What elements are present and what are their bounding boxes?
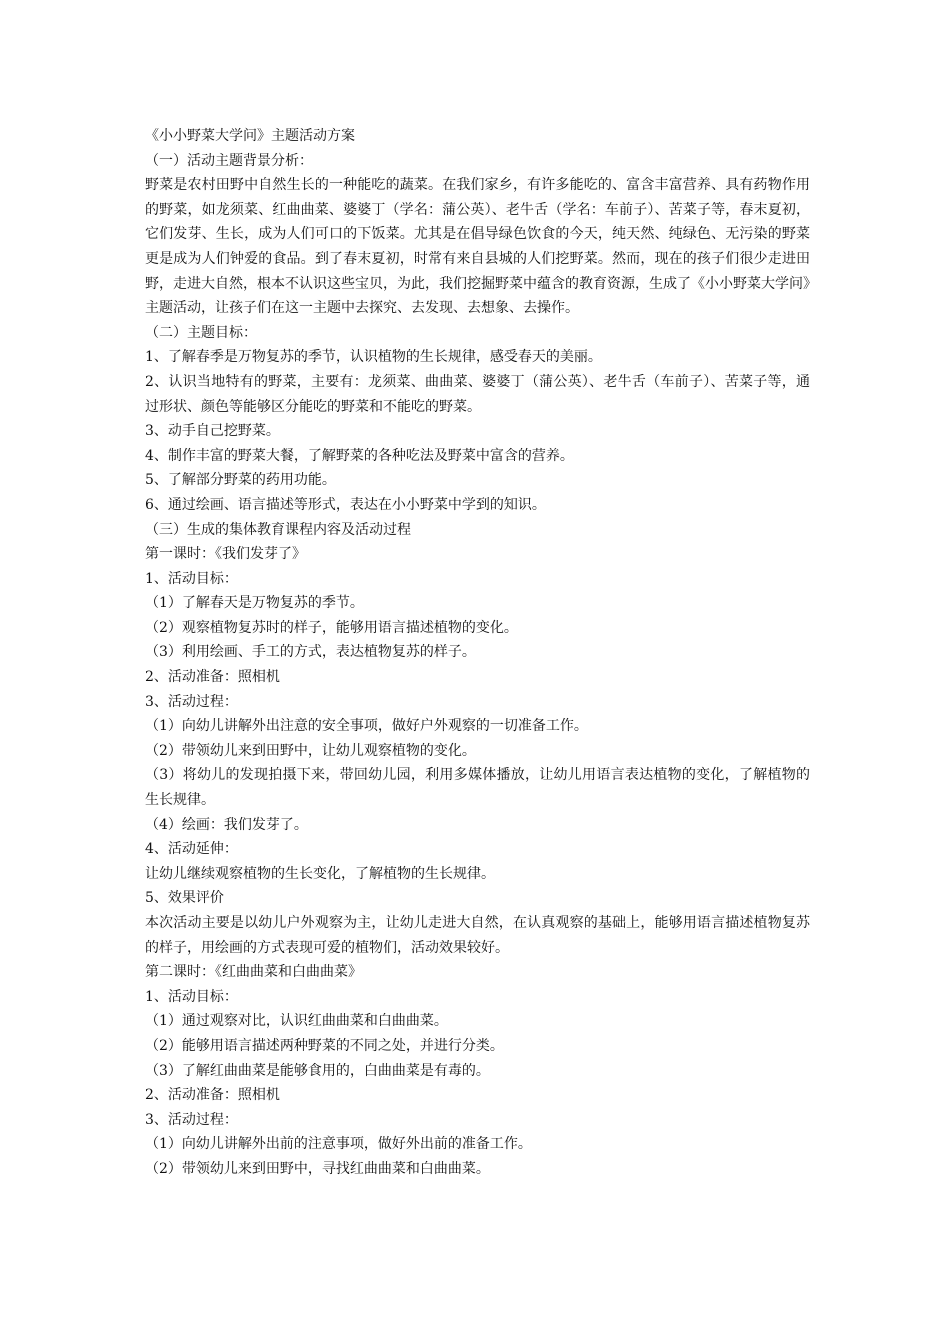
list-item: （3）将幼儿的发现拍摄下来，带回幼儿园，利用多媒体播放，让幼儿用语言表达植物的变化，了解植物的生长规律。 [145, 767, 810, 809]
list-item: 3、活动过程： [145, 1111, 238, 1128]
goal-item: 5、了解部分野菜的药用功能。 [145, 472, 336, 489]
list-item: 1、活动目标： [145, 570, 238, 587]
list-item: 2、活动准备：照相机 [145, 1087, 280, 1104]
list-item: （4）绘画：我们发芽了。 [145, 816, 308, 833]
list-item: （1）了解春天是万物复苏的季节。 [145, 595, 364, 612]
list-item: 2、活动准备：照相机 [145, 669, 280, 686]
goal-item: 3、动手自己挖野菜。 [145, 423, 280, 440]
evaluation-paragraph: 本次活动主要是以幼儿户外观察为主，让幼儿走进大自然，在认真观察的基础上，能够用语言描述植物复苏的样子，用绘画的方式表现可爱的植物们，活动效果较好。 [145, 915, 810, 956]
lesson-title: 第二课时：《红曲曲菜和白曲曲菜》 [145, 964, 362, 981]
list-item: （2）带领幼儿来到田野中，寻找红曲曲菜和白曲曲菜。 [145, 1160, 490, 1177]
list-item: 1、活动目标： [145, 988, 238, 1005]
section-heading-3: （三）生成的集体教育课程内容及活动过程 [145, 521, 411, 538]
list-item: 让幼儿继续观察植物的生长变化，了解植物的生长规律。 [145, 865, 495, 882]
section-heading-1: （一）活动主题背景分析： [145, 152, 313, 169]
list-item: 3、活动过程： [145, 693, 238, 710]
lesson-title: 第一课时：《我们发芽了》 [145, 546, 306, 563]
document-title: 《小小野菜大学问》主题活动方案 [145, 128, 355, 144]
list-item: （1）通过观察对比，认识红曲曲菜和白曲曲菜。 [145, 1013, 448, 1030]
goal-item: 1、了解春季是万物复苏的季节，认识植物的生长规律，感受春天的美丽。 [145, 349, 602, 366]
list-item: 5、效果评价 [145, 890, 224, 907]
background-paragraph: 野菜是农村田野中自然生长的一种能吃的蔬菜。在我们家乡，有许多能吃的、富含丰富营养、具有药物作用的野菜，如龙须菜、红曲曲菜、婆婆丁（学名：蒲公英）、老牛舌（学名：车前子）、苦菜子等，春末夏初，它们发芽、生长，成为人们可口的下饭菜。尤其是在倡导绿色饮食的今天，纯天然、纯绿色、无污染的野菜更是成为人们钟爱的食品。到了春末夏初，时常有来自县城的人们挖野菜。然而，现在的孩子们很少走进田野，走进大自然，根本不认识这些宝贝，为此，我们挖掘野菜中蕴含的教育资源，生成了《小小野菜大学问》主题活动，让孩子们在这一主题中去探究、去发现、去想象、去操作。 [145, 177, 810, 317]
list-item: （2）带领幼儿来到田野中，让幼儿观察植物的变化。 [145, 742, 476, 759]
list-item: 4、活动延伸： [145, 841, 238, 858]
list-item: （3）了解红曲曲菜是能够食用的，白曲曲菜是有毒的。 [145, 1062, 490, 1079]
document-page [145, 124, 810, 1182]
list-item: （2）能够用语言描述两种野菜的不同之处，并进行分类。 [145, 1037, 504, 1054]
list-item: （1）向幼儿讲解外出前的注意事项，做好外出前的准备工作。 [145, 1136, 532, 1153]
goal-item: 4、制作丰富的野菜大餐，了解野菜的各种吃法及野菜中富含的营养。 [145, 447, 574, 464]
goal-item: 2、认识当地特有的野菜，主要有：龙须菜、曲曲菜、婆婆丁（蒲公英）、老牛舌（车前子）、苦菜子等，通过形状、颜色等能够区分能吃的野菜和不能吃的野菜。 [145, 373, 810, 415]
goal-item: 6、通过绘画、语言描述等形式，表达在小小野菜中学到的知识。 [145, 496, 546, 513]
list-item: （2）观察植物复苏时的样子，能够用语言描述植物的变化。 [145, 619, 518, 636]
list-item: （1）向幼儿讲解外出注意的安全事项，做好户外观察的一切准备工作。 [145, 718, 588, 735]
section-heading-2: （二）主题目标： [145, 324, 257, 341]
list-item: （3）利用绘画、手工的方式，表达植物复苏的样子。 [145, 644, 476, 661]
